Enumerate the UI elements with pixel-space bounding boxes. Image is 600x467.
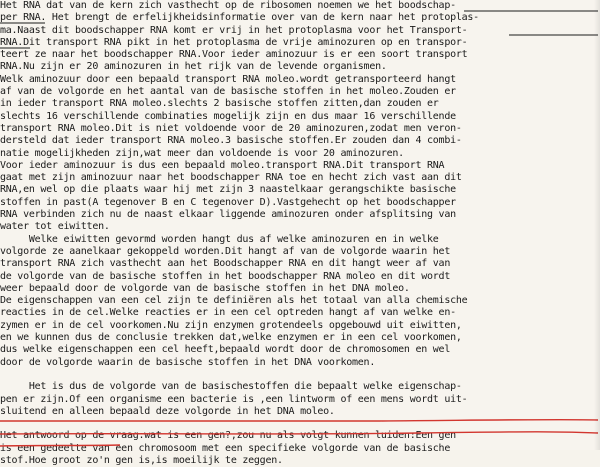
text-line: dersteld dat ieder transport RNA moleo.3 basische stoffen.Er zouden dan 4 combi- <box>0 135 462 147</box>
text-line: Het RNA dat van de kern zich vasthecht op de ribosomen noemen we het boodschap- <box>0 0 456 11</box>
text-line: zymen er in de cel voorkomen.Nu zijn enzymen grotendeels opgebouwd uit eiwitten, <box>0 319 462 331</box>
text-line: pen er zijn.Of een organisme een bacterie is ,een lintworm of een mens wordt uit- <box>0 393 468 405</box>
text-line: Welke eiwitten gevormd worden hangt dus af welke aminozuren en in welke <box>0 233 439 245</box>
page-edge-shadow <box>594 0 600 450</box>
text-line: stoffen in past(A tegenover B en C tegenover D).Vastgehecht op het boodschapper <box>0 196 456 208</box>
text-line: RNA,en wel op die plaats waar hij met zijn 3 naastelkaar gerangschikte basische <box>0 184 456 196</box>
text-line: RNA.Nu zijn er 20 aminozuren in het rijk van de levende organismen. <box>0 61 387 73</box>
text-line: ma.Naast dit boodschapper RNA komt er vrij in het protoplasma voor het Transport- <box>0 24 468 36</box>
text-line: dus welke eigenschappen een cel heeft,bepaald wordt door de chromosomen en wel <box>0 344 451 356</box>
text-line: af van de volgorde en het aantal van de basische stoffen in het moleo.Zouden er <box>0 86 456 98</box>
text-line: RNA.Dit transport RNA pikt in het protoplasma de vrije aminozuren op en transpor- <box>0 36 468 48</box>
text-line: teert ze naar het boodschapper RNA.Voor ieder aminozuur is er een soort transport <box>0 49 468 61</box>
text-line: transport RNA zich vasthecht aan het Boodschapper RNA en dit hangt weer af van <box>0 258 451 270</box>
text-line: de volgorde van de basische stoffen in het boodschapper RNA moleo en dit wordt <box>0 270 451 282</box>
text-line: RNA verbinden zich nu de naast elkaar liggende aminozuren onder afsplitsing van <box>0 209 456 221</box>
blank-line <box>0 418 600 430</box>
text-line: natie mogelijkheden zijn,wat meer dan voldoende is voor 20 aminozuren. <box>0 147 404 159</box>
text-line: Het antwoord op de vraag:wat is een gen?,zou nu als volgt kunnen luiden:Een gen <box>0 430 456 442</box>
text-line: in ieder transport RNA moleo.slechts 2 basische stoffen zitten,dan zouden er <box>0 98 439 110</box>
blank-line <box>0 369 600 381</box>
text-line: weer bepaald door de volgorde van de basische stoffen in het DNA moleo. <box>0 282 410 294</box>
text-line: is een gedeelte van een chromosoom met een specifieke volgorde van de basische <box>0 442 451 454</box>
text-line: volgorde ze aanelkaar gekoppeld worden.Dit hangt af van de volgorde waarin het <box>0 245 451 257</box>
text-line: Voor ieder aminozuur is dus een bepaald moleo.transport RNA.Dit transport RNA <box>0 159 445 171</box>
text-line: stof.Hoe groot zo'n gen is,is moeilijk te zeggen. <box>0 454 283 466</box>
text-line: gaat met zijn aminozuur naar het boodschapper RNA toe en hecht zich vast aan dit <box>0 172 462 184</box>
text-line: sluitend en alleen bepaald deze volgorde in het DNA moleo. <box>0 405 335 417</box>
text-line: transport RNA moleo.Dit is niet voldoende voor de 20 aminozuren,zodat men veron- <box>0 122 462 134</box>
text-line: door de volgorde waarin de basische stoffen in het DNA voorkomen. <box>0 356 376 368</box>
text-line: reacties in de cel.Welke reacties er in een cel optreden hangt af van welke en- <box>0 307 456 319</box>
text-line: water tot eiwitten. <box>0 221 110 233</box>
text-line: per RNA. Het brengt de erfelijkheidsinformatie over van de kern naar het protoplas- <box>0 12 479 24</box>
text-line: Het is dus de volgorde van de basischestoffen die bepaalt welke eigenschap- <box>0 381 462 393</box>
text-line: en we kunnen dus de conclusie trekken dat,welke enzymen er in een cel voorkomen, <box>0 332 462 344</box>
text-line: De eigenschappen van een cel zijn te definiëren als het totaal van alla chemische <box>0 295 468 307</box>
text-line: slechts 16 verschillende combinaties mogelijk zijn en dus maar 16 verschillende <box>0 110 456 122</box>
text-line: Welk aminozuur door een bepaald transport RNA moleo.wordt getransporteerd hangt <box>0 73 456 85</box>
